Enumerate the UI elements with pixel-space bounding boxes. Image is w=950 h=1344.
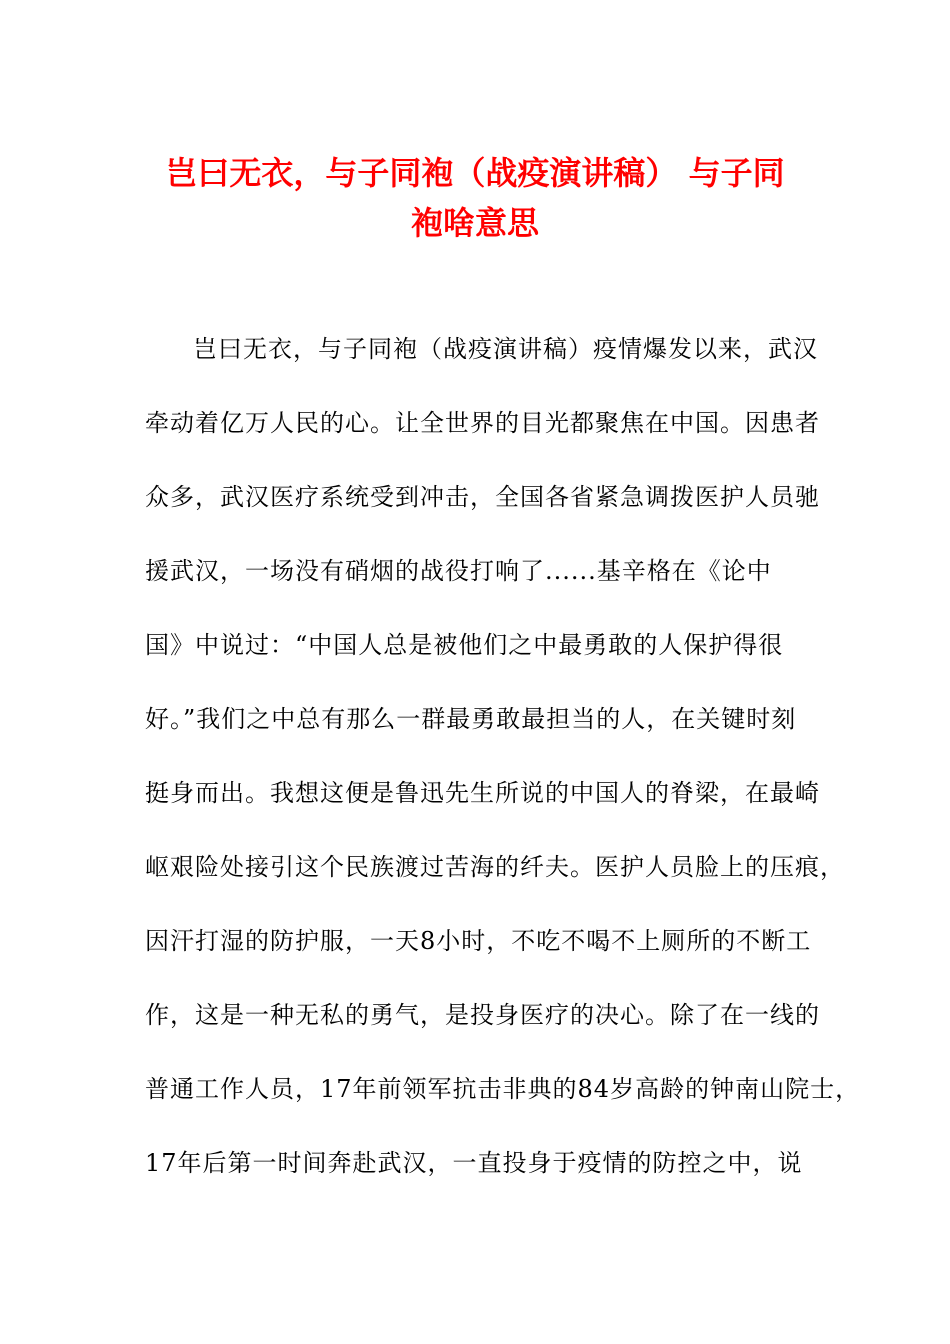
body-line-8: 岖艰险处接引这个民族渡过苦海的纤夫。医护人员脸上的压痕， [145, 853, 845, 881]
body-line-5: 国》中说过：“中国人总是被他们之中最勇敢的人保护得很 [145, 631, 784, 659]
body-line-6: 好。”我们之中总有那么一群最勇敢最担当的人，在关键时刻 [145, 705, 797, 733]
body-line-10: 作，这是一种无私的勇气，是投身医疗的决心。除了在一线的 [145, 1001, 820, 1029]
body-line-3: 众多，武汉医疗系统受到冲击，全国各省紧急调拨医护人员驰 [145, 483, 820, 511]
body-line-12: 17年后第一时间奔赴武汉，一直投身于疫情的防控之中，说 [145, 1149, 803, 1177]
body-line-1: 岂曰无衣，与子同袍（战疫演讲稿）疫情爆发以来，武汉 [193, 335, 818, 363]
body-line-4: 援武汉，一场没有硝烟的战役打响了......基辛格在《论中 [145, 557, 772, 585]
body-line-2: 牵动着亿万人民的心。让全世界的目光都聚焦在中国。因患者 [145, 409, 820, 437]
body-line-9: 因汗打湿的防护服，一天8小时，不吃不喝不上厕所的不断工 [145, 927, 812, 955]
document-title [140, 148, 810, 248]
title-line-2: 袍啥意思 [410, 204, 539, 242]
body-line-11: 普通工作人员，17年前领军抗击非典的84岁高龄的钟南山院士， [145, 1075, 861, 1103]
title-line-1: 岂曰无衣，与子同袍（战疫演讲稿） 与子同 [165, 154, 785, 192]
body-line-7: 挺身而出。我想这便是鲁迅先生所说的中国人的脊梁，在最崎 [145, 779, 820, 807]
